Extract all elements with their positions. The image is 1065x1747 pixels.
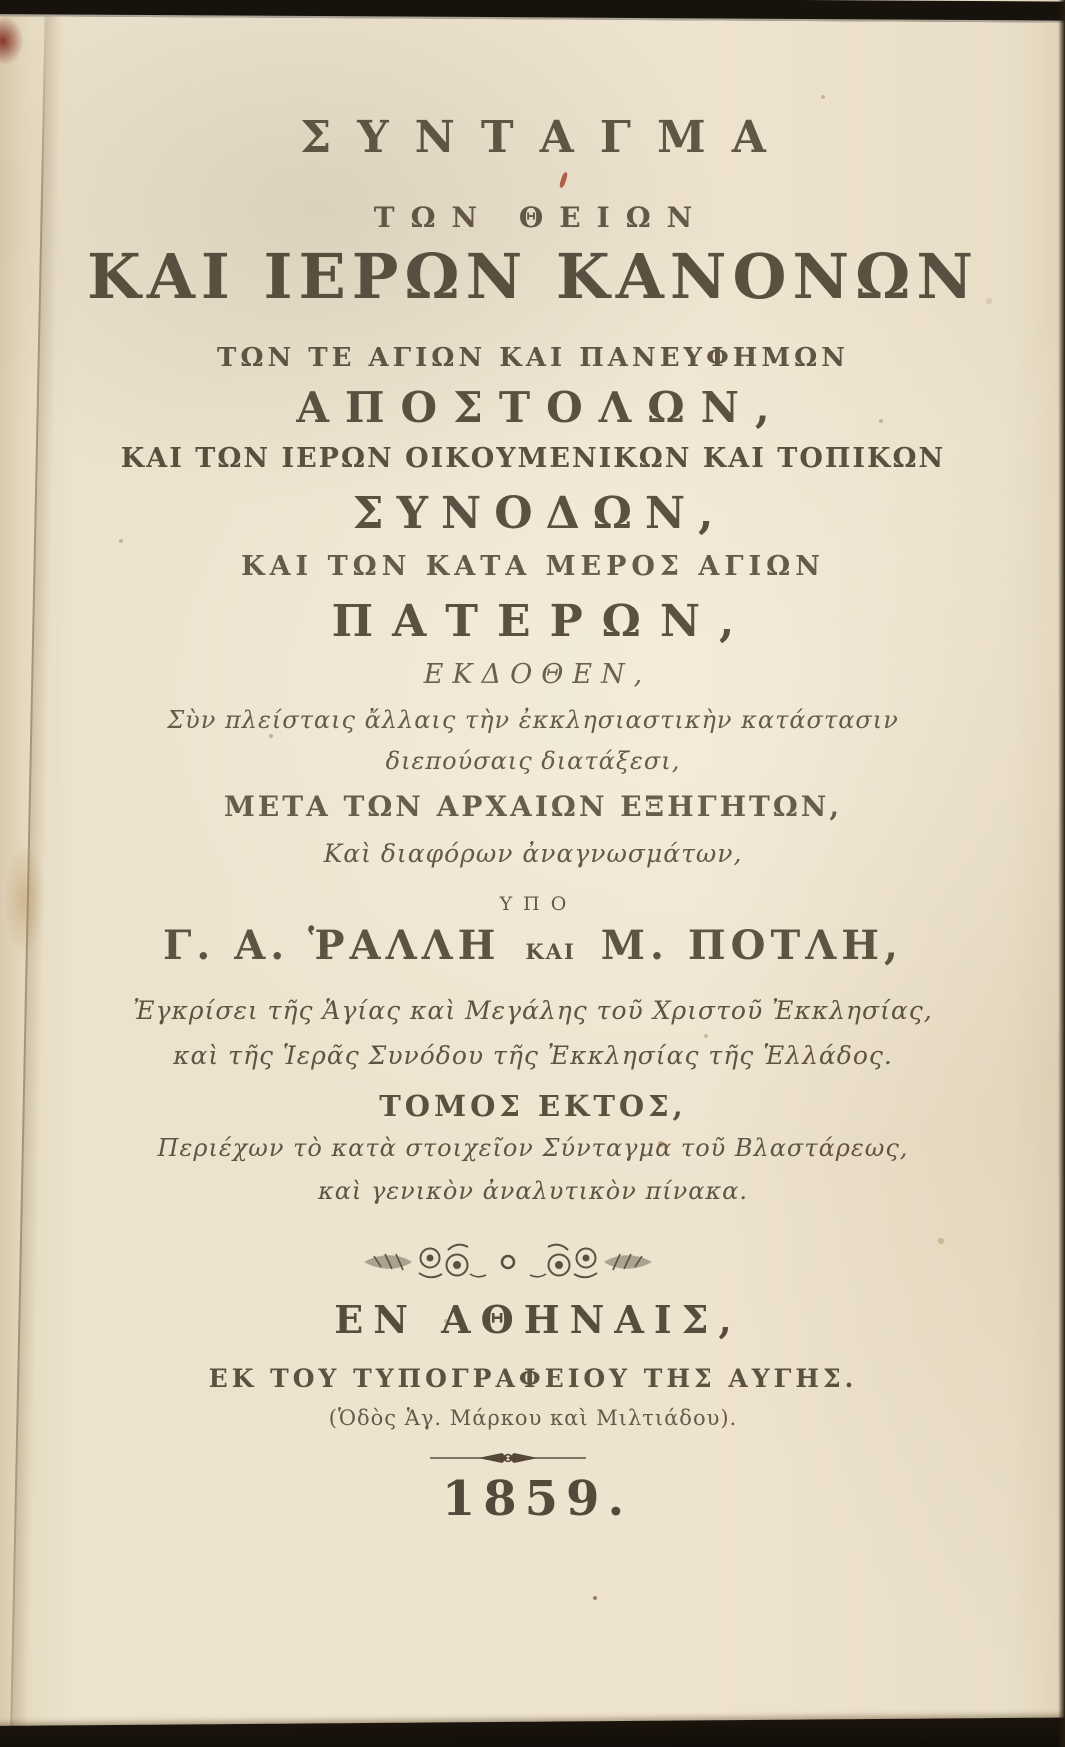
ornament-fleuron — [28, 1234, 988, 1294]
red-fiber — [559, 172, 569, 189]
author-rallis: Γ. Α. ῬΑΛΛΗ — [163, 922, 501, 969]
imprint-year: 1859. — [441, 1471, 633, 1527]
title-synodon: ΣΥΝΟΔΩΝ, — [352, 488, 727, 539]
title-oikoumenikon: ΚΑΙ ΤΩΝ ΙΕΡΩΝ ΟΙΚΟΥΜΕΝΙΚΩΝ ΚΑΙ ΤΟΠΙΚΩΝ — [120, 443, 946, 474]
title-ton-theion: ΤΩΝ ΘΕΙΩΝ — [373, 201, 709, 234]
title-ekdothen: ΕΚΔΟΘΕΝ, — [423, 659, 652, 690]
title-kai-ieron-kanonon: ΚΑΙ ΙΕΡΩΝ ΚΑΝΟΝΩΝ — [86, 240, 980, 313]
red-mark — [0, 16, 24, 66]
volume-contents-line2: καὶ γενικὸν ἀναλυτικὸν πίνακα. — [317, 1177, 749, 1205]
scan-edge-bottom — [0, 1717, 1065, 1747]
subtitle-line2: διεπούσαις διατάξεσι, — [385, 747, 681, 775]
title-apostolon: ΑΠΟΣΤΟΛΩΝ, — [296, 383, 786, 432]
approval-line2: καὶ τῆς Ἱερᾶς Συνόδου τῆς Ἐκκλησίας τῆς Ἑλλάδος. — [173, 1041, 893, 1070]
volume-contents-line1: Περιέχων τὸ κατὰ στοιχεῖον Σύνταγμα τοῦ Βλαστάρεως, — [157, 1134, 909, 1162]
author-conjunction: ΚΑΙ — [525, 939, 576, 964]
subtitle-anagnosmaton: Καὶ διαφόρων ἀναγνωσμάτων, — [323, 839, 743, 868]
imprint-city: ΕΝ ΑΘΗΝΑΙΣ, — [334, 1297, 742, 1342]
title-ton-te-agion: ΤΩΝ ΤΕ ΑΓΙΩΝ ΚΑΙ ΠΑΝΕΥΦΗΜΩΝ — [216, 343, 850, 373]
scan-edge-top — [0, 0, 1065, 23]
title-main: ΣΥΝΤΑΓΜΑ — [300, 112, 792, 163]
imprint-address: (Ὁδὸς Ἁγ. Μάρκου καὶ Μιλτιάδου). — [328, 1406, 738, 1430]
ornament-rule — [28, 1450, 988, 1470]
byline-ypo: ΥΠΟ — [499, 893, 578, 915]
author-potlis: Μ. ΠΟΤΛΗ, — [600, 922, 903, 969]
volume-heading: ΤΟΜΟΣ ΕΚΤΟΣ, — [379, 1089, 687, 1123]
title-kata-meros-agion: ΚΑΙ ΤΩΝ ΚΑΤΑ ΜΕΡΟΣ ΑΓΙΩΝ — [241, 551, 825, 582]
scan-edge-right — [1058, 0, 1065, 1747]
subtitle-meta-exigiton: ΜΕΤΑ ΤΩΝ ΑΡΧΑΙΩΝ ΕΞΗΓΗΤΩΝ, — [223, 790, 843, 823]
byline-authors — [28, 922, 1038, 969]
title-pateron: ΠΑΤΕΡΩΝ, — [331, 596, 754, 647]
imprint-press: ΕΚ ΤΟΥ ΤΥΠΟΓΡΑΦΕΙΟΥ ΤΗΣ ΑΥΓΗΣ. — [208, 1364, 858, 1393]
subtitle-line1: Σὺν πλείσταις ἄλλαις τὴν ἐκκλησιαστικὴν κατάστασιν — [167, 706, 899, 734]
approval-line1: Ἐγκρίσει τῆς Ἁγίας καὶ Μεγάλης τοῦ Χριστοῦ Ἐκκλησίας, — [133, 996, 933, 1025]
